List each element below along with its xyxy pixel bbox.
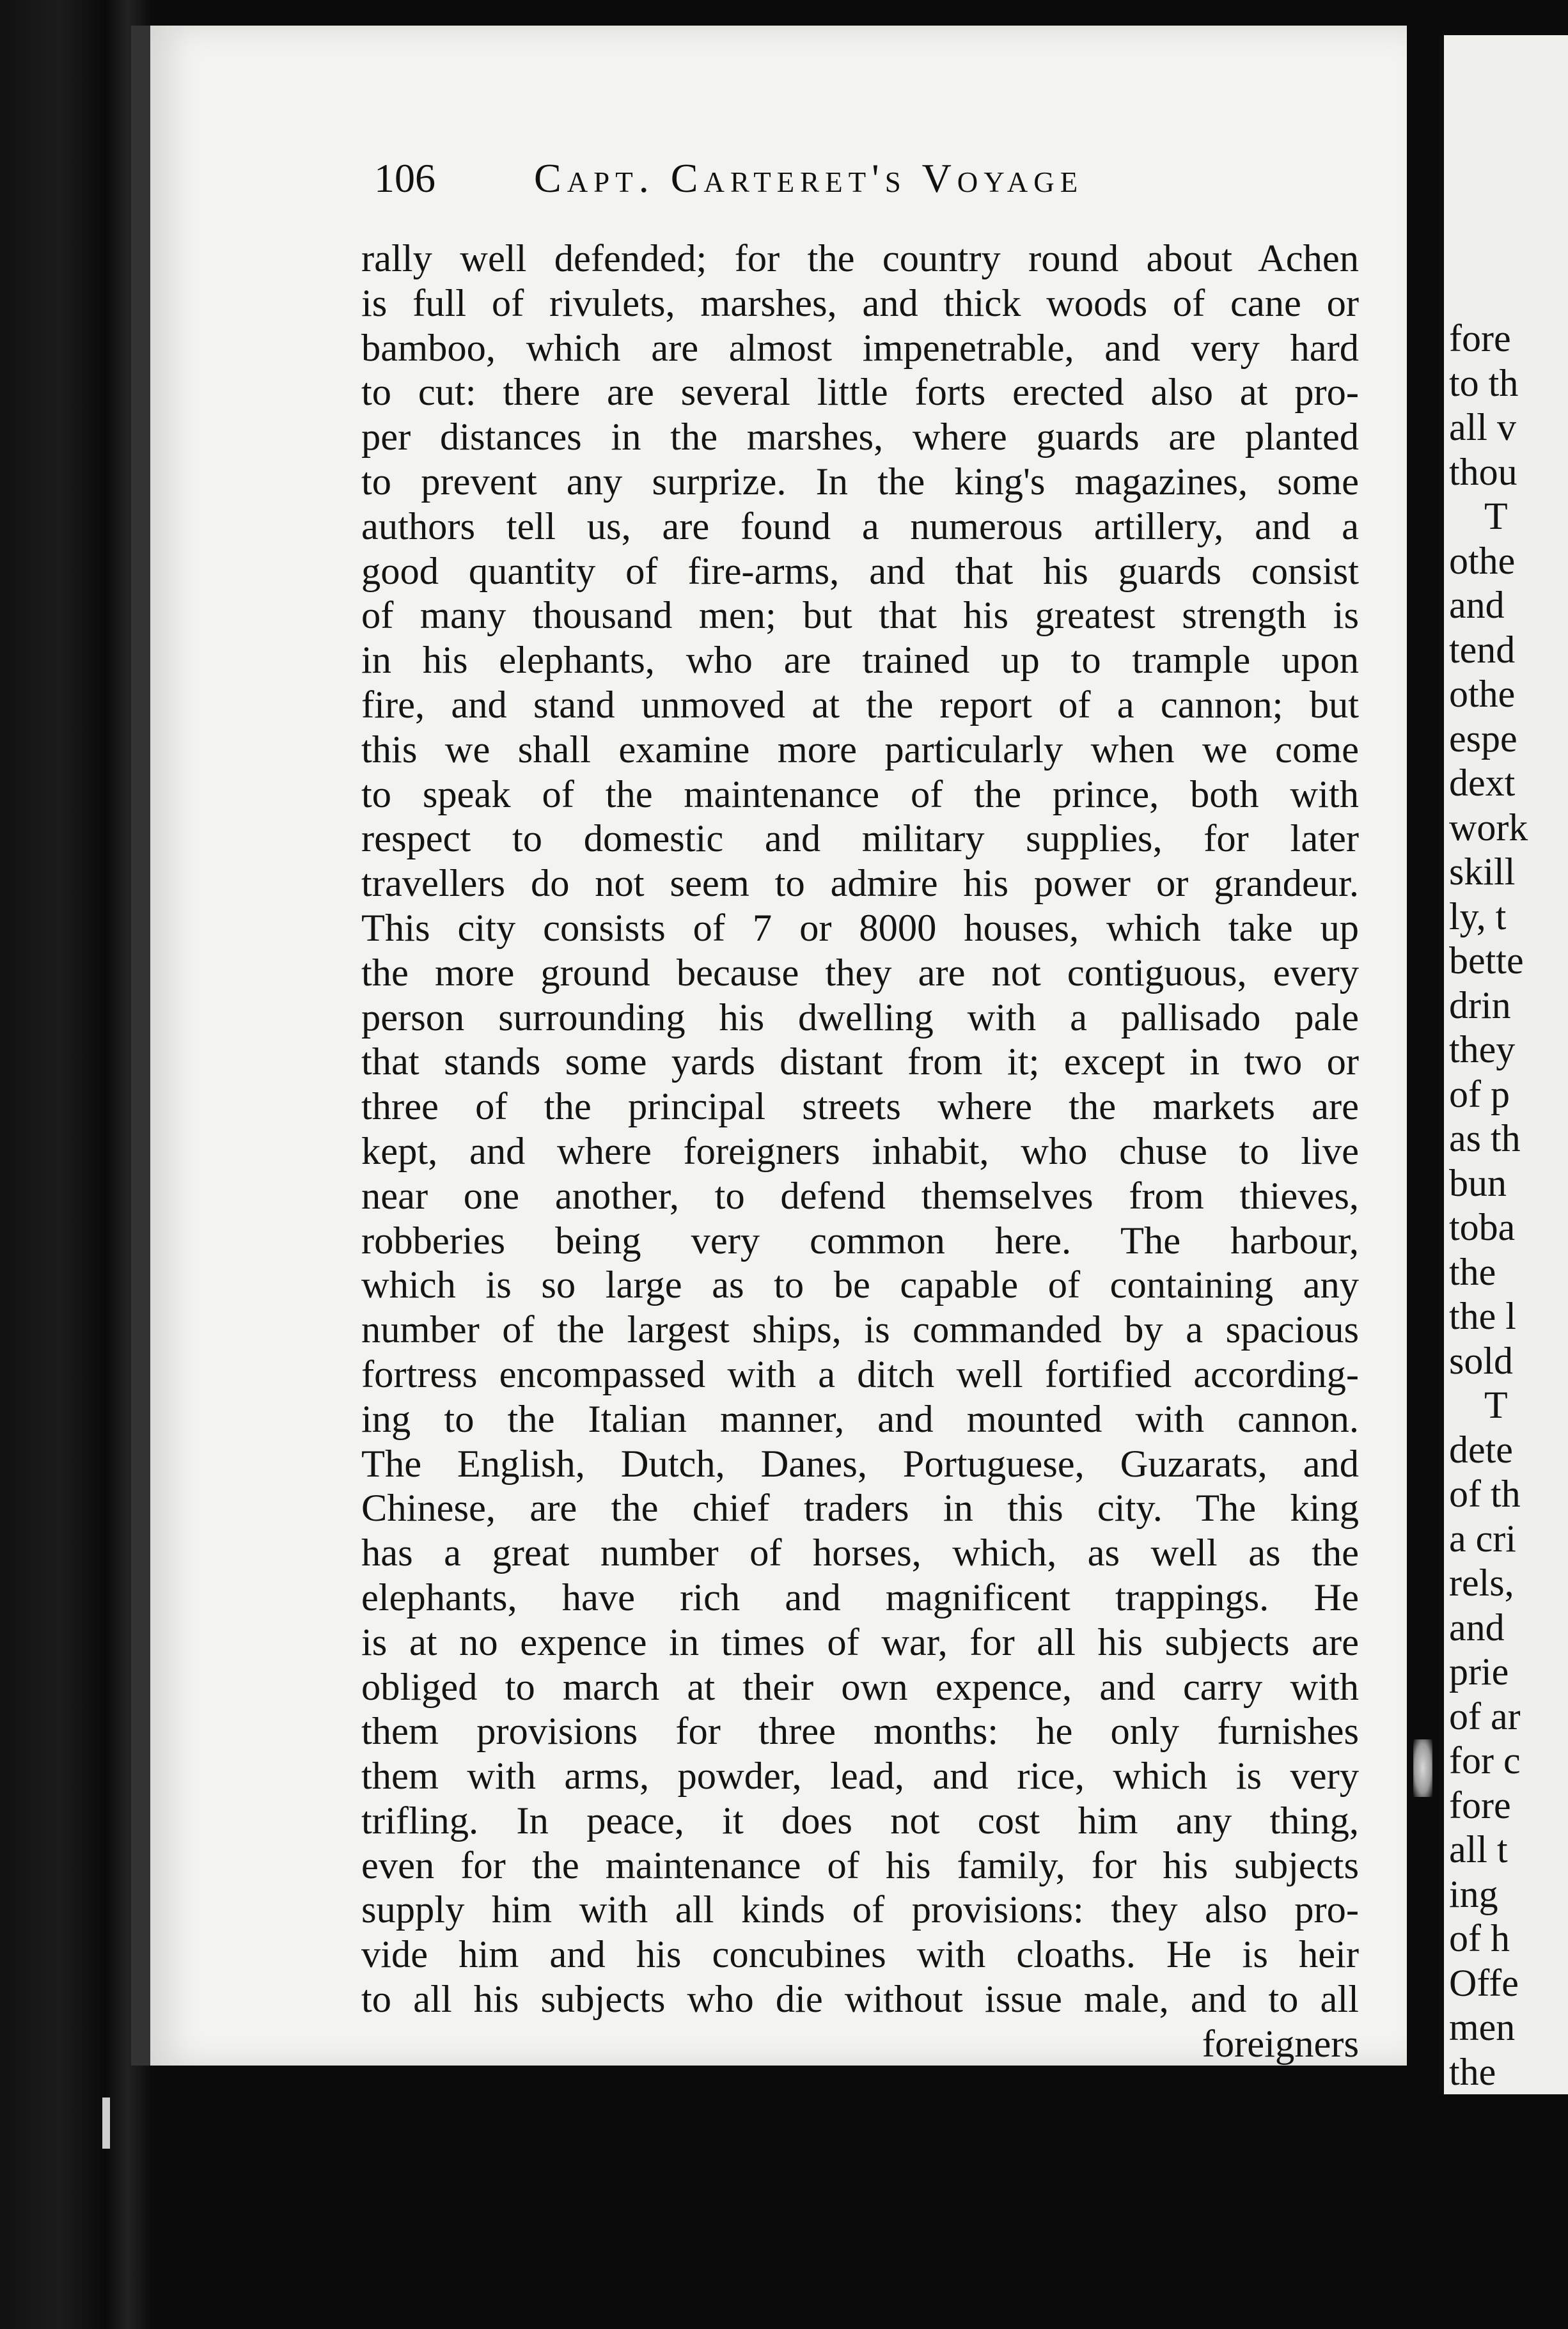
right-text-fragment: T	[1484, 495, 1508, 537]
text-line: is at no expence in times of war, for all his subjects are	[361, 1620, 1359, 1664]
right-page-edge	[1439, 35, 1568, 2094]
right-text-fragment: they	[1449, 1028, 1516, 1070]
right-text-fragment: T	[1484, 1384, 1508, 1426]
text-line: to speak of the maintenance of the prince, both with	[361, 772, 1359, 816]
right-text-fragment: men	[1449, 2006, 1516, 2048]
right-text-fragment: for c	[1449, 1739, 1521, 1782]
right-text-fragment: drin	[1449, 984, 1511, 1026]
text-line: to all his subjects who die without issue male, and to all	[361, 1978, 1359, 2021]
text-line: the more ground because they are not contiguous, every	[361, 951, 1359, 994]
right-text-fragment: and	[1449, 1606, 1505, 1649]
text-line: to cut: there are several little forts erected also at pro-	[361, 371, 1359, 414]
text-line: them provisions for three months: he only furnishes	[361, 1710, 1359, 1753]
right-text-fragment: and	[1449, 584, 1505, 626]
right-text-fragment: espe	[1449, 717, 1517, 760]
right-text-fragment: of h	[1449, 1917, 1510, 1959]
right-text-fragment: a cri	[1449, 1517, 1516, 1560]
right-text-fragment: ly, t	[1449, 895, 1507, 937]
page-smudge	[1413, 1739, 1432, 1797]
right-text-fragment: dete	[1449, 1428, 1513, 1471]
text-line: of many thousand men; but that his greatest strength is	[361, 594, 1359, 638]
right-text-fragment: othe	[1449, 539, 1516, 582]
right-text-fragment: of th	[1449, 1473, 1521, 1515]
text-line: authors tell us, are found a numerous artillery, and a	[361, 505, 1359, 548]
right-text-fragment: ing	[1449, 1872, 1498, 1915]
right-text-fragment: to th	[1449, 361, 1519, 404]
text-line: which is so large as to be capable of containing any	[361, 1264, 1359, 1307]
catchword: foreigners	[1202, 2022, 1359, 2066]
right-text-fragment: othe	[1449, 673, 1516, 715]
text-line: The English, Dutch, Danes, Portuguese, Guzarats, and	[361, 1442, 1359, 1486]
right-text-fragment: fore	[1449, 1784, 1511, 1826]
right-text-fragment: skill	[1449, 851, 1516, 893]
text-line: bamboo, which are almost impenetrable, and very hard	[361, 326, 1359, 370]
right-text-fragment: of p	[1449, 1072, 1510, 1115]
page-margin-mark	[102, 2098, 110, 2149]
right-text-fragment: the	[1449, 2050, 1496, 2093]
text-line: even for the maintenance of his family, for his subjects	[361, 1844, 1359, 1887]
text-line: travellers do not seem to admire his power or grandeur.	[361, 862, 1359, 906]
text-line: to prevent any surprize. In the king's magazines, some	[361, 460, 1359, 503]
text-line: that stands some yards distant from it; except in two or	[361, 1040, 1359, 1084]
body-text	[361, 237, 1359, 2067]
right-page-text	[1449, 317, 1568, 2094]
text-line: elephants, have rich and magnificent trappings. He	[361, 1576, 1359, 1619]
text-line: has a great number of horses, which, as well as the	[361, 1532, 1359, 1575]
running-head	[374, 155, 1269, 212]
right-text-fragment: bette	[1449, 939, 1524, 982]
page-number: 106	[374, 155, 435, 201]
text-line: person surrounding his dwelling with a pallisado pale	[361, 996, 1359, 1039]
text-line: This city consists of 7 or 8000 houses, which take up	[361, 906, 1359, 950]
right-text-fragment: Offe	[1449, 1961, 1519, 2004]
right-text-fragment: tend	[1449, 628, 1516, 671]
right-text-fragment: the	[1449, 1250, 1496, 1293]
text-line: this we shall examine more particularly when we come	[361, 728, 1359, 771]
text-line: ing to the Italian manner, and mounted with cannon.	[361, 1397, 1359, 1441]
text-line: kept, and where foreigners inhabit, who chuse to live	[361, 1129, 1359, 1173]
right-text-fragment: prie	[1449, 1651, 1509, 1693]
text-line: good quantity of fire-arms, and that his guards consist	[361, 549, 1359, 593]
text-line: fire, and stand unmoved at the report of a cannon; but	[361, 683, 1359, 726]
text-line: them with arms, powder, lead, and rice, which is very	[361, 1755, 1359, 1798]
text-line: supply him with all kinds of provisions: they also pro-	[361, 1888, 1359, 1932]
text-line: three of the principal streets where the markets are	[361, 1085, 1359, 1129]
right-text-fragment: sold	[1449, 1339, 1514, 1382]
right-text-fragment: the l	[1449, 1295, 1516, 1337]
text-line: in his elephants, who are trained up to trample upon	[361, 639, 1359, 682]
text-line: vide him and his concubines with cloaths. He is heir	[361, 1933, 1359, 1977]
right-text-fragment: all t	[1449, 1828, 1508, 1870]
right-text-fragment: of ar	[1449, 1695, 1521, 1737]
right-text-fragment: bun	[1449, 1161, 1507, 1204]
text-line: number of the largest ships, is commanded by a spacious	[361, 1308, 1359, 1352]
right-text-fragment: rels,	[1449, 1562, 1514, 1604]
text-line: is full of rivulets, marshes, and thick woods of cane or	[361, 281, 1359, 325]
running-head-title: Capt. Carteret's Voyage	[534, 155, 1084, 201]
text-line: respect to domestic and military supplies, for later	[361, 817, 1359, 861]
right-text-fragment: all v	[1449, 406, 1516, 448]
text-line: rally well defended; for the country round about Achen	[361, 237, 1359, 280]
text-line: obliged to march at their own expence, and carry with	[361, 1665, 1359, 1709]
right-text-fragment: dext	[1449, 762, 1516, 804]
right-text-fragment: fore	[1449, 317, 1511, 359]
right-text-fragment: work	[1449, 806, 1528, 849]
right-text-fragment: toba	[1449, 1206, 1516, 1248]
text-line: Chinese, are the chief traders in this city. The king	[361, 1487, 1359, 1530]
text-line: trifling. In peace, it does not cost him any thing,	[361, 1799, 1359, 1842]
right-text-fragment: as th	[1449, 1117, 1521, 1159]
right-text-fragment: thou	[1449, 450, 1517, 493]
text-line: per distances in the marshes, where guards are planted	[361, 416, 1359, 459]
text-line: near one another, to defend themselves from thieves,	[361, 1174, 1359, 1218]
text-line: robberies being very common here. The harbour,	[361, 1219, 1359, 1262]
book-binding-edge	[0, 0, 150, 2329]
text-line: fortress encompassed with a ditch well fortified according-	[361, 1353, 1359, 1396]
